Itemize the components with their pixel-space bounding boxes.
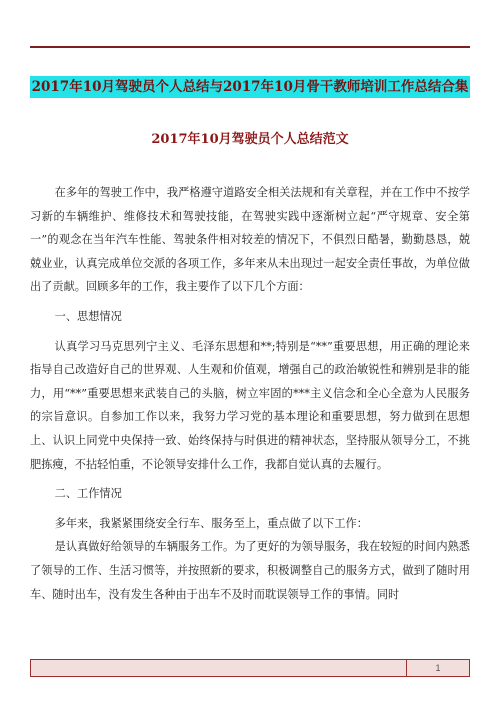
page-footer <box>30 659 470 677</box>
page-number: 1 <box>435 663 441 673</box>
paragraph-work-intro: 多年来，我紧紧围绕安全行车、服务至上，重点做了以下工作： <box>54 516 368 530</box>
paragraph-intro: 在多年的驾驶工作中，我严格遵守道路安全相关法规和有关章程，并在工作中不按学习新的车辆维护、维修技术和驾驶技能，在驾驶实践中逐渐树立起“严守规章、安全第一”的观念在当年汽车性能、驾驶条件相对较差的情况下，不俱烈日酷暑，勤勤恳恳，兢兢业业，认真完成单位交派的各项工作，多年来从未出现过一起安全责任事故，为单位做出了贡献。回顾多年的工作，我主要作了以下几个方面： <box>30 186 470 294</box>
document-body <box>30 181 470 606</box>
document-subtitle: 2017年10月驾驶员个人总结范文 <box>151 132 349 147</box>
section-heading-thoughts: 一、思想情况 <box>54 309 122 323</box>
section-heading-work: 二、工作情况 <box>54 487 122 501</box>
paragraph-work-detail: 是认真做好给领导的车辆服务工作。为了更好的为领导服务，我在较短的时间内熟悉了领导的工作、生活习惯等，并按照新的要求，积极调整自己的服务方式，做到了随时用车、随时出车，没有发生各种由于出车不及时而耽误领导工作的事情。同时 <box>30 540 470 601</box>
top-rule <box>30 46 470 48</box>
paragraph-thoughts: 认真学习马克思列宁主义、毛泽东思想和**;特别是“**”重要思想，用正确的理论来指导自己改造好自己的世界观、人生观和价值观，增强自己的政治敏锐性和辨别是非的能力，用“**”重要思想来武装自己的头脑，树立牢固的***主义信念和全心全意为人民服务的宗旨意识。自参加工作以来，我努力学习党的基本理论和重要思想，努力做到在思想上、认识上同党中央保持一致、始终保持与时俱进的精神状态，坚持服从领导分工，不挑肥拣瘦，不拈轻怕重，不论领导安排什么工作，我都自觉认真的去履行。 <box>30 339 470 471</box>
document-title: 2017年10月驾驶员个人总结与2017年10月骨干教师培训工作总结合集 <box>30 76 470 98</box>
